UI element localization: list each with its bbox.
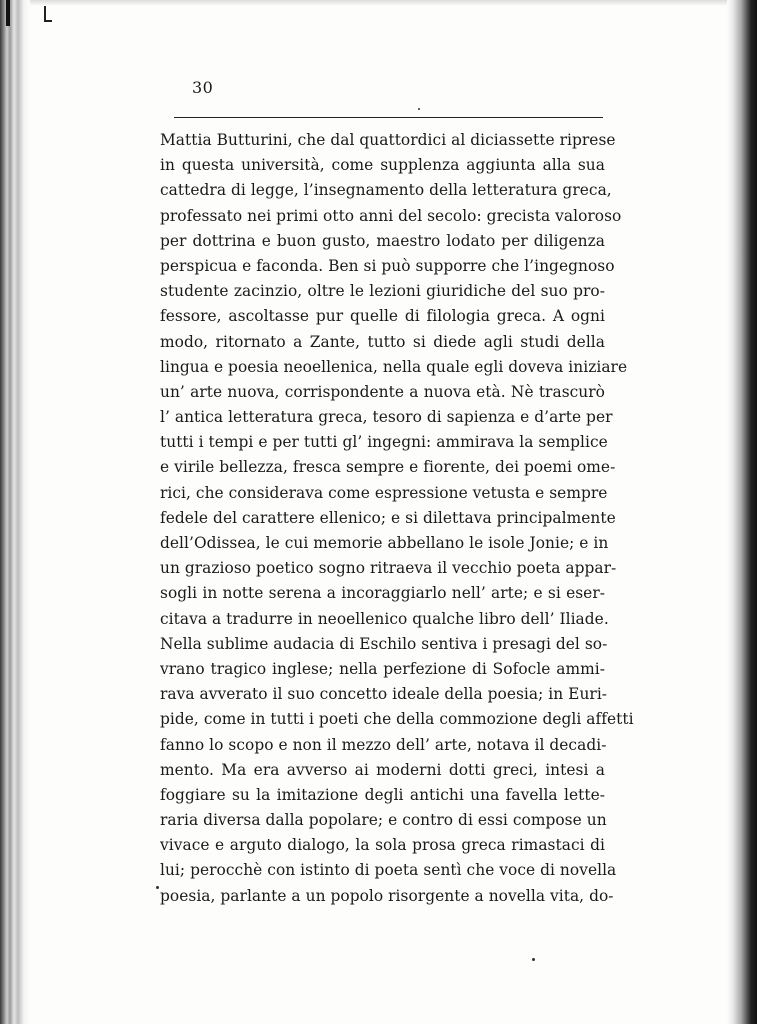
- text-line: e virile bellezza, fresca sempre e fiorente, dei poemi ome-: [160, 458, 616, 477]
- text-line: per dottrina e buon gusto, maestro lodato per diligenza: [160, 231, 605, 250]
- text-line: rava avverato il suo concetto ideale della poesia; in Euri-: [160, 685, 608, 704]
- text-line: tutti i tempi e per tutti gl’ ingegni: ammirava la semplice: [160, 433, 608, 452]
- scan-speck: [156, 886, 159, 889]
- scan-speck: [532, 958, 535, 961]
- header-rule: [174, 117, 603, 118]
- text-line: un grazioso poetico sogno ritraeva il vecchio poeta appar-: [160, 559, 617, 578]
- text-line: vivace e arguto dialogo, la sola prosa greca rimastaci di: [160, 836, 605, 855]
- scan-speck: [418, 108, 420, 110]
- text-line: fanno lo scopo e non il mezzo dell’ arte, notava il decadi-: [160, 735, 607, 754]
- text-line: professato nei primi otto anni del secolo: grecista valoroso: [160, 206, 622, 225]
- text-line: foggiare su la imitazione degli antichi una favella lette-: [160, 785, 605, 804]
- text-line: lingua e poesia neoellenica, nella quale egli doveva iniziare: [160, 357, 628, 376]
- text-line: dell’Odissea, le cui memorie abbellano le isole Jonie; e in: [160, 534, 609, 552]
- text-line: perspicua e faconda. Ben si può supporre che l’ingegnoso: [160, 256, 615, 275]
- text-line: mento. Ma era avverso ai moderni dotti greci, intesi a: [160, 760, 605, 779]
- text-line: Mattia Butturini, che dal quattordici al diciassette riprese: [160, 131, 616, 149]
- corner-tick-mark-horizontal: [44, 20, 52, 22]
- body-text: [160, 128, 634, 909]
- text-line: modo, ritornato a Zante, tutto si diede agli studi della: [160, 332, 605, 351]
- text-line: fessore, ascoltasse pur quelle di filologia greca. A ogni: [160, 307, 605, 326]
- right-binding-edge: [727, 0, 757, 1024]
- text-line: un’ arte nuova, corrispondente a nuova età. Nè trascurò: [160, 382, 605, 401]
- text-line: rici, che considerava come espressione vetusta e sempre: [160, 483, 608, 502]
- text-line: raria diversa dalla popolare; e contro di essi compose un: [160, 811, 607, 830]
- text-line: Nella sublime audacia di Eschilo sentiva i presagi del so-: [160, 634, 608, 653]
- binding-mark: [6, 0, 10, 26]
- text-line: in questa università, come supplenza aggiunta alla sua: [160, 156, 605, 175]
- text-line: sogli in notte serena a incoraggiarlo nell’ arte; e si eser-: [160, 584, 605, 603]
- text-line: citava a tradurre in neoellenico qualche libro dell’ Iliade.: [160, 609, 609, 628]
- page-number: 30: [192, 78, 214, 97]
- text-line: vrano tragico inglese; nella perfezione di Sofocle ammi-: [160, 659, 605, 678]
- text-line: l’ antica letteratura greca, tesoro di sapienza e d’arte per: [160, 408, 613, 427]
- text-line: lui; perocchè con istinto di poeta sentì che voce di novella: [160, 861, 617, 880]
- text-line: pide, come in tutti i poeti che della commozione degli affetti: [160, 710, 634, 729]
- text-line: fedele del carattere ellenico; e si dilettava principalmente: [160, 508, 616, 527]
- top-page-edge: [30, 0, 727, 6]
- text-line: studente zacinzio, oltre le lezioni giuridiche del suo pro-: [160, 282, 605, 301]
- left-binding-edge: [0, 0, 30, 1024]
- text-line: poesia, parlante a un popolo risorgente a novella vita, do-: [160, 886, 614, 905]
- text-line: cattedra di legge, l’insegnamento della letteratura greca,: [160, 181, 612, 200]
